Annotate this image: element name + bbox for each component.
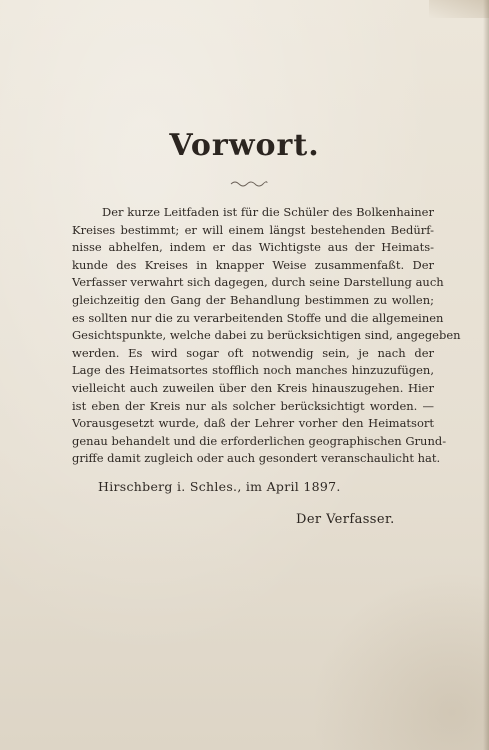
page-title: Vorwort. (169, 128, 320, 163)
paragraph-line: Kreises bestimmt; er will einem längst bestehenden Bedürf- (72, 222, 434, 237)
paragraph-line: Vorausgesetzt wurde, daß der Lehrer vorher den Heimatsort (72, 416, 434, 431)
paragraph-line: vielleicht auch zuweilen über den Kreis hinauszugehen. Hier (72, 380, 434, 395)
paragraph-line: nisse abhelfen, indem er das Wichtigste aus der Heimats- (72, 240, 434, 255)
paragraph-line: Der kurze Leitfaden ist für die Schüler des Bolkenhainer (102, 205, 434, 219)
paragraph-line: Gesichtspunkte, welche dabei zu berücksichtigen sind, angegeben (72, 328, 461, 343)
page-corner-wear (429, 0, 489, 18)
place-date-line: Hirschberg i. Schles., im April 1897. (98, 479, 341, 494)
paragraph-line: kunde des Kreises in knapper Weise zusammenfaßt. Der (72, 257, 434, 272)
paragraph-line: ist eben der Kreis nur als solcher berücksichtigt worden. — (72, 398, 434, 413)
paragraph-line: werden. Es wird sogar oft notwendig sein, je nach der (72, 345, 434, 360)
paper-stain (300, 560, 489, 750)
paragraph-line: es sollten nur die zu verarbeitenden Stoffe und die allgemeinen (72, 310, 444, 325)
paragraph-line: Verfasser verwahrt sich dagegen, durch seine Darstellung auch (72, 275, 444, 290)
author-signature: Der Verfasser. (296, 512, 395, 527)
paragraph-line: griffe damit zugleich oder auch gesondert veranschaulicht hat. (72, 451, 441, 466)
paragraph-line: genau behandelt und die erforderlichen geographischen Grund- (72, 433, 447, 448)
paragraph-line: Lage des Heimatsortes stofflich noch manches hinzuzufügen, (72, 363, 434, 378)
paragraph-line: gleichzeitig den Gang der Behandlung bestimmen zu wollen; (72, 292, 434, 307)
tilde-ornament-icon (229, 178, 269, 188)
foreword-paragraph (72, 204, 461, 468)
